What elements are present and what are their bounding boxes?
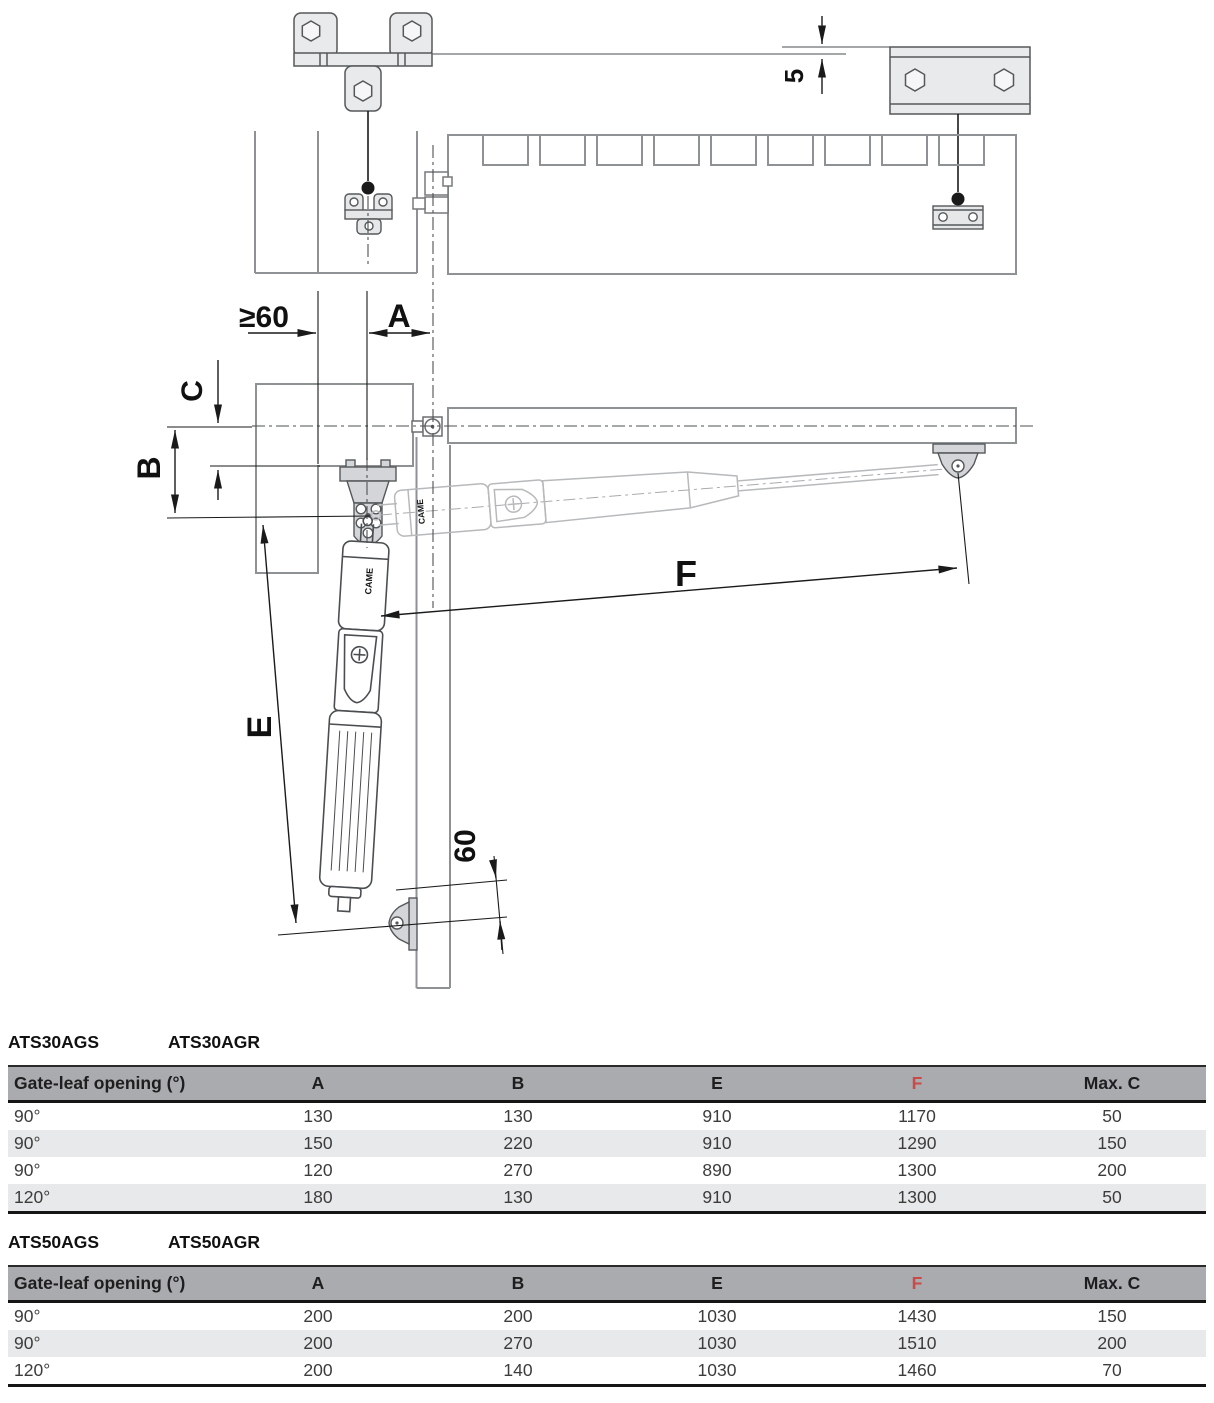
table-header-row [8,1266,1206,1302]
model-names [8,1232,1206,1253]
model-names [8,1032,1206,1053]
gate-fixing-bracket-small [933,206,983,229]
brand-label: CAME [363,567,375,595]
col-opening: Gate-leaf opening (°) [8,1066,218,1102]
gate-bracket-plate [890,47,1030,114]
dim-60-bottom [500,921,502,950]
col-opening: Gate-leaf opening (°) [8,1266,218,1302]
brand-label-ghost: CAME [414,498,427,525]
dim-label-pillar-min: ≥60 [239,301,289,334]
table-row: 90° 150 220 910 1290 150 [8,1130,1206,1157]
rear-bracket-plan [340,460,396,545]
dim-label-f: F [675,553,697,594]
leader-lines [362,111,965,206]
gate-leaf-elevation [448,135,1016,274]
col-max-c: Max. C [1018,1066,1206,1102]
dim-label-e: E [241,715,279,739]
dim-label-c: C [176,380,209,402]
table-row: 120° 180 130 910 1300 50 [8,1184,1206,1213]
ats30-section [8,1032,1206,1214]
dim-label-b: B [131,456,167,480]
col-a: A [218,1266,418,1302]
col-max-c: Max. C [1018,1266,1206,1302]
col-f: F [816,1266,1018,1302]
ats50-section [8,1232,1206,1387]
model-ats30agr: ATS30AGR [168,1032,261,1052]
table-row: 90° 120 270 890 1300 200 [14,1160,1127,1180]
table-header-row [8,1066,1206,1102]
col-e: E [618,1266,816,1302]
col-a: A [218,1066,418,1102]
model-ats50ags: ATS50AGS [8,1232,100,1252]
table-row: 90° 130 130 910 1170 50 [14,1106,1122,1126]
front-bracket-closed [933,444,985,478]
post-bracket [294,13,432,111]
col-e: E [618,1066,816,1102]
actuator-open [318,515,394,913]
actuator-ghost [370,446,945,538]
model-ats30ags: ATS30AGS [8,1032,100,1052]
model-ats50agr: ATS50AGR [168,1232,261,1252]
ats30-dimensions-table [8,1065,1206,1214]
offset-ref-lines [432,47,890,54]
pillar-elevation [255,131,417,273]
col-b: B [418,1266,618,1302]
dimension-labels [131,298,697,863]
table-row: 120° 200 140 1030 1460 70 [14,1360,1122,1380]
col-b: B [418,1066,618,1102]
dim-label-60: 60 [449,829,482,863]
col-f: F [816,1066,1018,1102]
table-row: 90° 200 200 1030 1430 150 [14,1306,1127,1326]
table-row: 90° 200 270 1030 1510 200 [8,1330,1206,1357]
dim-f [381,568,957,616]
dim-label-5: 5 [779,68,809,84]
ats50-dimensions-table [8,1265,1206,1387]
dim-label-a: A [387,298,411,334]
